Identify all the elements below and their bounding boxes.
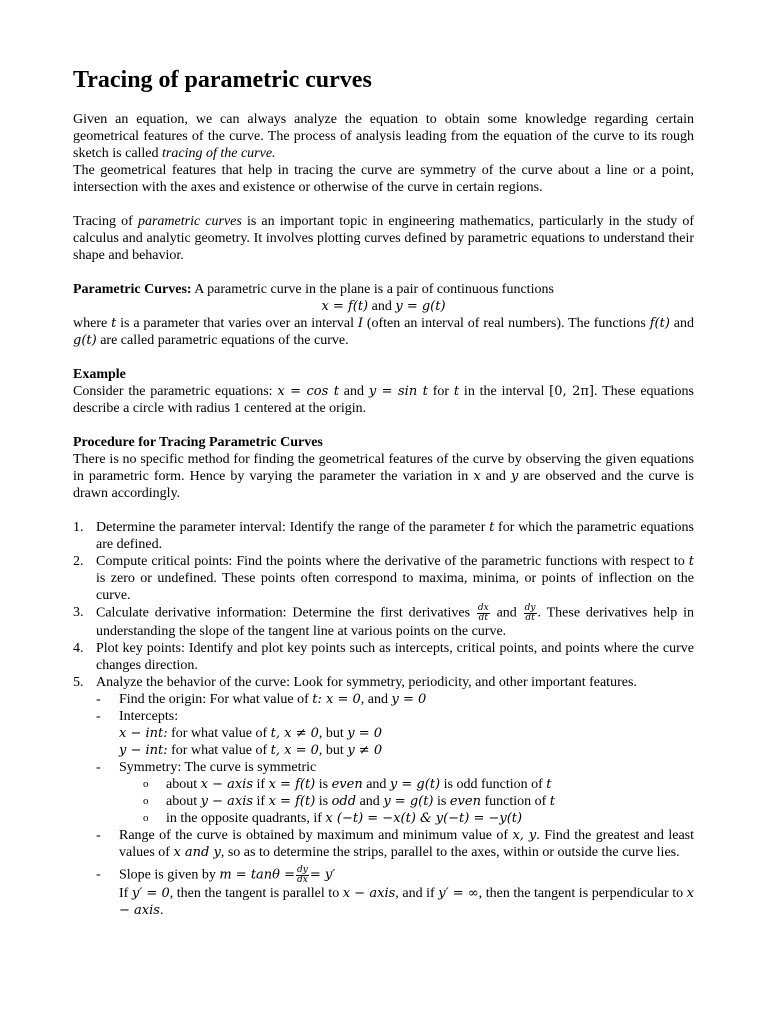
range-item: - Range of the curve is obtained by maximum and minimum value of x, y. Find the greatest and least values of x and y, so as to determine the strips, parallel to the axes, within or outside the curve lies. <box>96 828 694 860</box>
step-3: 3. Calculate derivative information: Determine the first derivatives $\frac{dx}{dt}$ and $\frac{dy}{dt}$ . These derivatives help in understanding the slope of the tangent line at various points on the curve. <box>73 603 694 639</box>
tangent-condition: If y′ = 0, then the tangent is parallel to x − axis, and if y′ = ∞, then the tangent is perpendicular to x − axis. <box>119 886 695 918</box>
intercepts-item: - Intercepts: <box>96 709 179 724</box>
procedure-intro: There is no specific method for finding the geometrical features of the curve by observing the given equations in parametric form. Hence by varying the parameter the variation in x and y are observed and the curve is drawn accordingly. <box>73 452 694 501</box>
y-intercept-line: y − int: for what value of t, x = 0, but y ≠ 0 <box>119 743 383 758</box>
procedure-heading: Procedure for Tracing Parametric Curves <box>73 435 323 450</box>
step-4: 4. Plot key points: Identify and plot key points such as intercepts, critical points, and points where the curve changes direction. <box>73 641 694 673</box>
symmetry-y-axis: o about y − axis if x = f(t) is odd and y = g(t) is even function of t <box>143 794 556 809</box>
step-2: 2. Compute critical points: Find the points where the derivative of the parametric functions with respect to t is zero or undefined. These points often correspond to maxima, minima, or points of inflection on the curve. <box>73 554 694 603</box>
example-text: Consider the parametric equations: x = cos t and y = sin t for t in the interval [0, 2π]. These equations describe a circle with radius 1 centered at the origin. <box>73 384 694 416</box>
slope-item: - Slope is given by m = tanθ = $\frac{dy}{dx}$ = y′ <box>96 865 336 885</box>
example-heading: Example <box>73 367 126 382</box>
step-5: 5. Analyze the behavior of the curve: Look for symmetry, periodicity, and other important features. <box>73 675 637 690</box>
step-1: 1. Determine the parameter interval: Identify the range of the parameter t for which the parametric equations are defined. <box>73 520 694 552</box>
dx-dt-fraction: $\frac{dx}{dt}$ <box>477 603 489 623</box>
intro-paragraph-1: Given an equation, we can always analyze the equation to obtain some knowledge regarding certain geometrical features of the curve. The process of analysis leading from the equation of the curve to its rough sketch is called tracing of the curve. <box>73 112 694 161</box>
intro-paragraph-2: The geometrical features that help in tracing the curve are symmetry of the curve about a line or a point, intersection with the axes and existence or otherwise of the curve in certain regions. <box>73 163 694 195</box>
symmetry-item: - Symmetry: The curve is symmetric <box>96 760 317 775</box>
symmetry-opposite-quadrants: o in the opposite quadrants, if x (−t) = −x(t) & y(−t) = −y(t) <box>143 811 523 826</box>
dy-dx-fraction: $\frac{dy}{dx}$ <box>297 865 308 885</box>
parametric-definition: Parametric Curves: A parametric curve in the plane is a pair of continuous functions <box>73 282 554 297</box>
parametric-where: where t is a parameter that varies over an interval I (often an interval of real numbers). The functions f(t) and g(t) are called parametric equations of the curve. <box>73 316 694 348</box>
page-title: Tracing of parametric curves <box>73 67 372 93</box>
intro-paragraph-3: Tracing of parametric curves is an important topic in engineering mathematics, particularly in the study of calculus and analytic geometry. It involves plotting curves defined by parametric equations to understand their shape and behavior. <box>73 214 694 263</box>
dy-dt-fraction: $\frac{dy}{dt}$ <box>524 603 536 623</box>
symmetry-x-axis: o about x − axis if x = f(t) is even and y = g(t) is odd function of t <box>143 777 552 792</box>
origin-item: - Find the origin: For what value of t: x = 0, and y = 0 <box>96 692 427 707</box>
x-intercept-line: x − int: for what value of t, x ≠ 0, but y = 0 <box>119 726 383 741</box>
procedure-steps <box>73 519 694 691</box>
parametric-equation: x = f(t) and y = g(t) <box>321 299 446 314</box>
